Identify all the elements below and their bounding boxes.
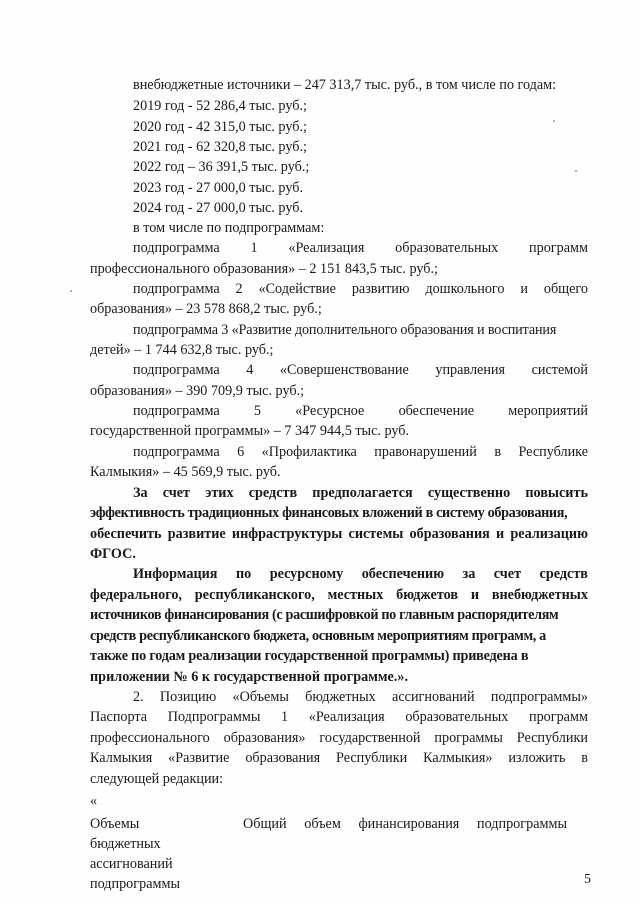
word: Республике [518,444,588,460]
word: системы [348,526,404,542]
scan-speck [70,290,72,292]
word: и [496,526,505,542]
item2-line3 [90,730,588,747]
table-label-line: Объемы [90,816,140,832]
subprogram-1-line1 [133,240,588,257]
word: существенно [427,485,511,501]
word: Общий [243,816,287,832]
word: финансирования [358,816,460,832]
funding-intro: внебюджетные источники – 247 313,7 тыс. руб., в том числе по годам: [133,77,557,93]
word: объем [304,816,341,832]
table-label-line: подпрограммы [90,876,180,892]
word: ресурсному [269,566,344,582]
info-para-line5: также по годам реализации государственной программы) приведена в [90,648,529,664]
word: системой [531,362,588,378]
word: внебюджетных [491,587,588,603]
word: «Совершенствование [279,362,409,378]
subprograms-intro: в том числе по подпрограммам: [133,220,325,236]
word: средств [539,566,588,582]
funds-para-line4: ФГОС. [90,546,136,562]
subprogram-6-line2: Калмыкия» – 45 569,9 тыс. руб. [90,464,281,480]
word: образования» [223,730,306,746]
word: подпрограмма [133,362,220,378]
word: подпрограмма [133,403,220,419]
word: «Реализация [308,709,385,725]
word: счет [493,566,522,582]
subprogram-1-line2: профессионального образования» – 2 151 843,5 тыс. руб.; [90,261,438,277]
word: республиканского, [194,587,315,603]
page-number: 5 [584,872,591,887]
word: обеспечить [90,526,162,542]
word: подпрограмма [133,240,220,256]
item2-line5: следующей редакции: [90,771,224,787]
word: 2 [235,281,243,297]
word: образования [409,526,490,542]
word: образовательных [395,240,499,256]
word: реализацию [510,526,588,542]
word: Республики [336,750,408,766]
word: За [133,485,148,501]
info-para-line4: средств республиканского бюджета, основным мероприятиям программ, а [90,628,546,644]
word: и [470,587,480,603]
word: ассигнований [392,689,475,705]
word: «Объемы [232,689,289,705]
word: подпрограммы [477,816,567,832]
word: мероприятий [508,403,588,419]
word: бюджетных [305,689,376,705]
word: развитие [167,526,226,542]
word: в [581,750,588,766]
word: Позицию [159,689,217,705]
subprogram-5-line1 [133,403,588,420]
quote-open-mark: « [90,793,98,809]
word: подпрограммы» [490,689,588,705]
word: «Развитие [168,750,230,766]
year-line: 2020 год - 42 315,0 тыс. руб.; [133,119,307,135]
word: предполагается [312,485,413,501]
word: изложить [508,750,566,766]
word: инфраструктуры [231,526,343,542]
word: Калмыкия» [423,750,493,766]
word: Калмыкия [90,750,153,766]
info-para-line1 [133,566,588,583]
word: программ [528,709,588,725]
year-line: 2022 год – 36 391,5 тыс. руб.; [133,159,310,175]
funds-para-line2: эффективность традиционных финансовых вложений в систему образования, [90,505,568,521]
subprogram-4-line2: образования» – 390 709,9 тыс. руб.; [90,383,305,399]
word: Подпрограммы [167,709,261,725]
word: 2. [133,689,144,705]
word: профессионального [90,730,210,746]
word: 1 [250,240,258,256]
subprogram-2-line1 [133,281,588,298]
word: федерального, [90,587,182,603]
word: этих [205,485,234,501]
word: дошкольного [425,281,505,297]
word: повысить [525,485,588,501]
subprogram-2-line2: образования» – 23 578 868,2 тыс. руб.; [90,301,322,317]
word: развитию [351,281,410,297]
table-label-line: ассигнований [90,856,173,872]
subprogram-3-line1: подпрограмма 3 «Развитие дополнительного образования и воспитания [133,322,557,338]
word: «Ресурсное [295,403,365,419]
word: бюджетов [396,587,459,603]
word: «Реализация [288,240,365,256]
word: обеспечению [361,566,445,582]
word: счет [162,485,191,501]
word: управления [435,362,506,378]
word: за [462,566,476,582]
word: подпрограмма [133,444,220,460]
word: Информация [133,566,218,582]
word: общего [543,281,588,297]
word: образования [245,750,321,766]
year-line: 2021 год - 62 320,8 тыс. руб.; [133,139,307,155]
word: «Профилактика [261,444,357,460]
word: государственной [319,730,421,746]
subprogram-5-line2: государственной программы» – 7 347 944,5 тыс. руб. [90,423,410,439]
year-line: 2024 год - 27 000,0 тыс. руб. [133,200,304,216]
word: подпрограмма [133,281,220,297]
word: 4 [246,362,254,378]
item2-line2 [90,709,588,726]
item2-line4 [90,750,588,767]
word: Республики [516,730,588,746]
year-line: 2019 год - 52 286,4 тыс. руб.; [133,98,307,114]
subprogram-6-line1 [133,444,588,461]
funds-para-line3 [90,526,588,543]
word: правонарушений [374,444,477,460]
info-para-line2 [90,587,588,604]
word: программ [529,240,588,256]
scan-speck [553,120,555,122]
word: Паспорта [90,709,148,725]
word: местных [327,587,384,603]
word: 5 [253,403,261,419]
word: по [235,566,252,582]
subprogram-4-line1 [133,362,588,379]
scan-speck [575,170,577,172]
word: в [494,444,502,460]
word: программы [434,730,503,746]
word: образовательных [405,709,509,725]
word: 1 [281,709,289,725]
year-line: 2023 год - 27 000,0 тыс. руб. [133,180,304,196]
word: обеспечение [398,403,475,419]
table-label-line: бюджетных [90,836,161,852]
word: средств [248,485,298,501]
item2-line1 [133,689,588,706]
subprogram-3-line2: детей» – 1 744 632,8 тыс. руб.; [90,342,274,358]
info-para-line6: приложении № 6 к государственной программе.». [90,669,409,685]
info-para-line3: источников финансирования (с расшифровкой по главным распорядителям [90,607,559,623]
word: «Содействие [258,281,336,297]
funds-para-line1 [133,485,588,502]
table-head-line1 [243,816,567,833]
word: 6 [237,444,245,460]
word: и [520,281,528,297]
